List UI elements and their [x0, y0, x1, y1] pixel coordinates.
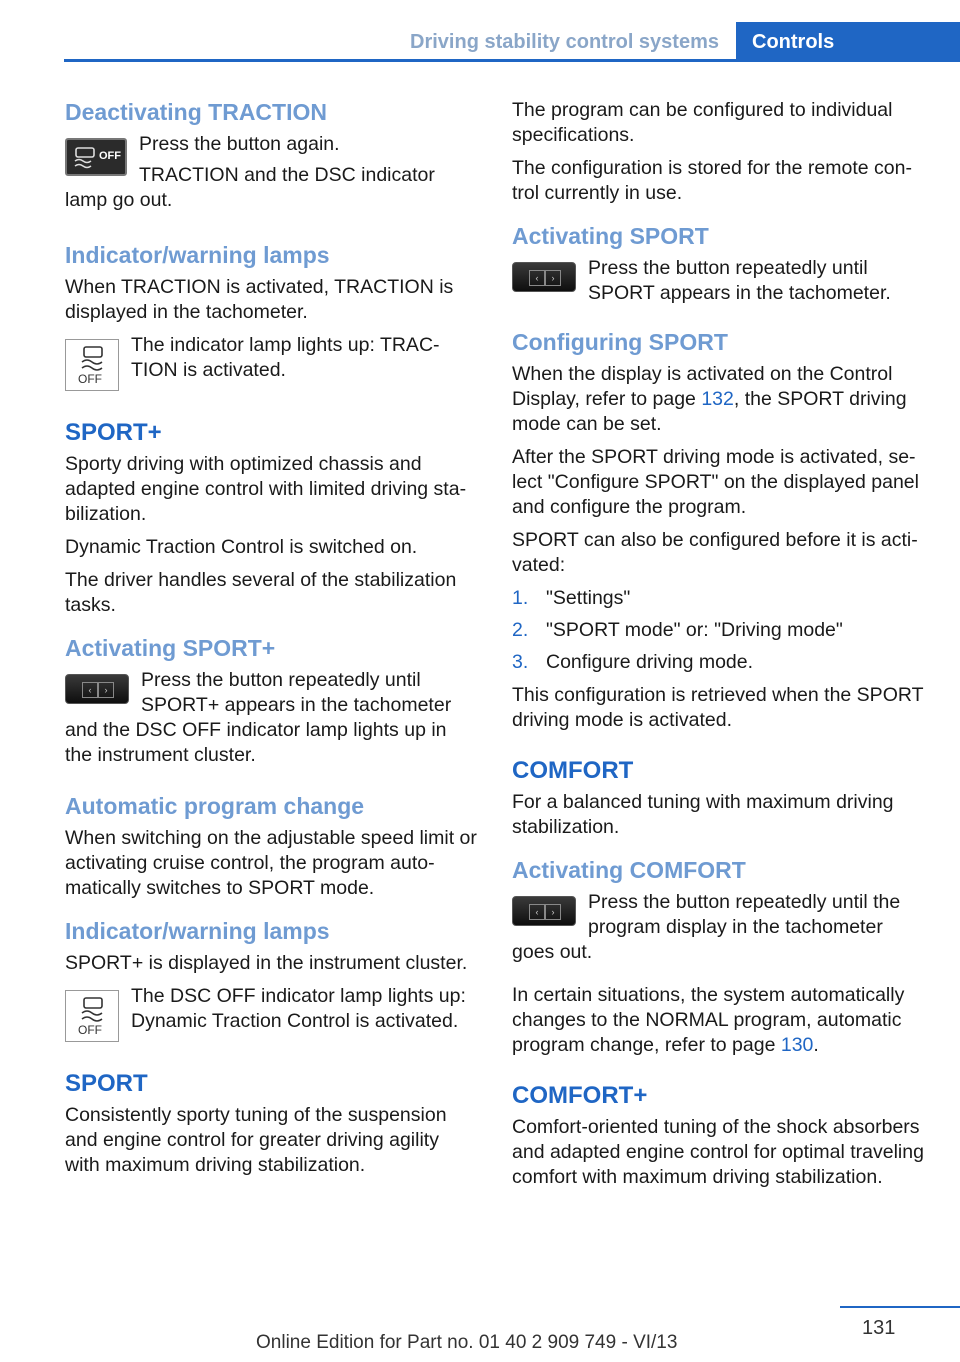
paragraph: The driver handles several of the stabilization tasks. — [65, 568, 457, 616]
paragraph: This configuration is retrieved when the SPORT driving mode is activated. — [512, 683, 924, 731]
switch-left-glyph: ‹ — [529, 904, 545, 920]
rocker-switch-icon — [65, 674, 129, 704]
heading-comfort: COMFORT — [512, 756, 634, 784]
page-link-132[interactable]: 132 — [701, 387, 734, 410]
paragraph: Sporty driving with optimized chassis and adapted engine control with limited driving stabilization. — [65, 452, 467, 525]
paragraph: After the SPORT driving mode is activated, select "Configure SPORT" on the displayed panel and configure the program. — [512, 445, 919, 518]
paragraph: Dynamic Traction Control is switched on. — [65, 535, 418, 558]
switch-right-glyph: › — [545, 904, 561, 920]
paragraph: The program can be configured to individual specifications. — [512, 99, 893, 146]
switch-left-glyph: ‹ — [529, 270, 545, 286]
heading-deactivating-traction: Deactivating TRACTION — [65, 99, 327, 125]
car-skid-icon — [72, 145, 98, 169]
page-link-130[interactable]: 130 — [780, 1033, 814, 1056]
paragraph-with-link: In certain situations, the system automatically changes to the NORMAL program, automatic program change, refer to page 130. — [512, 983, 905, 1056]
switch-right-glyph: › — [98, 682, 114, 698]
config-steps-list — [512, 586, 928, 675]
dsc-off-lamp-icon — [65, 339, 119, 391]
heading-sport-plus: SPORT+ — [65, 418, 162, 446]
activate-comfort-block — [512, 890, 928, 971]
indicator-lamp-block-2 — [65, 984, 479, 1046]
paragraph: Press the button repeatedly until SPORT appears in the tachometer. — [588, 256, 891, 304]
indicator-lamp-block — [65, 333, 479, 395]
heading-indicator-lamps: Indicator/warning lamps — [65, 241, 330, 268]
lamp-off-label: OFF — [78, 371, 102, 386]
paragraph: When switching on the adjustable speed limit or activating cruise control, the program automatically switches to SPORT mode. — [65, 826, 477, 899]
heading-configuring-sport: Configuring SPORT — [512, 328, 728, 355]
paragraph: For a balanced tuning with maximum driving stabilization. — [512, 790, 894, 838]
heading-indicator-lamps-2: Indicator/warning lamps — [65, 917, 330, 944]
paragraph: When TRACTION is activated, TRACTION is displayed in the tachometer. — [65, 275, 454, 323]
paragraph: Press the button again. — [139, 132, 340, 155]
heading-sport: SPORT — [65, 1069, 148, 1097]
heading-activating-sport: Activating SPORT — [512, 223, 709, 249]
header-rule — [64, 59, 960, 62]
activate-sport-plus-block — [65, 668, 479, 774]
heading-activating-comfort: Activating COMFORT — [512, 856, 746, 883]
paragraph: The DSC OFF indicator lamp lights up: Dynamic Traction Control is activated. — [131, 984, 466, 1032]
paragraph: Comfort-oriented tuning of the shock absorbers and adapted engine control for optimal traveling comfort with maximum driving stabilization. — [512, 1116, 924, 1189]
heading-automatic-program-change: Automatic program change — [65, 792, 365, 819]
off-label: OFF — [99, 149, 121, 162]
rocker-switch-icon — [512, 896, 576, 926]
page-number: 131 — [862, 1317, 896, 1339]
list-item: 2. "SPORT mode" or: "Driving mode" — [512, 618, 843, 641]
switch-right-glyph: › — [545, 270, 561, 286]
paragraph: The indicator lamp lights up: TRACTION is activated. — [131, 333, 440, 381]
header-chapter-tab[interactable]: Controls — [736, 22, 960, 62]
paragraph-with-link: When the display is activated on the Control Display, refer to page 132, the SPORT driving mode can be set. — [512, 362, 907, 435]
list-item: 3. Configure driving mode. — [512, 650, 754, 673]
rocker-switch-icon — [512, 262, 576, 292]
dsc-off-button-icon — [65, 138, 127, 176]
paragraph: TRACTION and the DSC indicator lamp go out. — [65, 163, 435, 211]
paragraph: Press the button repeatedly until the program display in the tachometer goes out. — [512, 890, 901, 963]
right-column — [512, 98, 928, 1198]
switch-left-glyph: ‹ — [82, 682, 98, 698]
heading-activating-sport-plus: Activating SPORT+ — [65, 634, 276, 661]
deactivate-traction-block — [65, 132, 479, 219]
footer-edition: Online Edition for Part no. 01 40 2 909 749 - VI/13 — [256, 1332, 678, 1353]
paragraph: Consistently sporty tuning of the suspension and engine control for greater driving agility with maximum driving stabilization. — [65, 1103, 447, 1176]
paragraph: SPORT can also be configured before it is activated: — [512, 528, 918, 576]
paragraph: Press the button repeatedly until SPORT+ appears in the tachometer and the DSC OFF indicator lamp lights up in the instrument cluster. — [65, 668, 452, 766]
lamp-off-label: OFF — [78, 1022, 102, 1037]
header-section-title: Driving stability control systems — [410, 31, 719, 53]
footer-rule — [840, 1306, 960, 1308]
list-item: 1. "Settings" — [512, 586, 631, 609]
dsc-off-lamp-icon — [65, 990, 119, 1042]
page-header — [64, 22, 960, 62]
left-column — [65, 98, 479, 1186]
paragraph: SPORT+ is displayed in the instrument cluster. — [65, 951, 468, 974]
paragraph: The configuration is stored for the remote control currently in use. — [512, 157, 912, 204]
heading-comfort-plus: COMFORT+ — [512, 1081, 648, 1109]
activate-sport-block — [512, 256, 928, 312]
